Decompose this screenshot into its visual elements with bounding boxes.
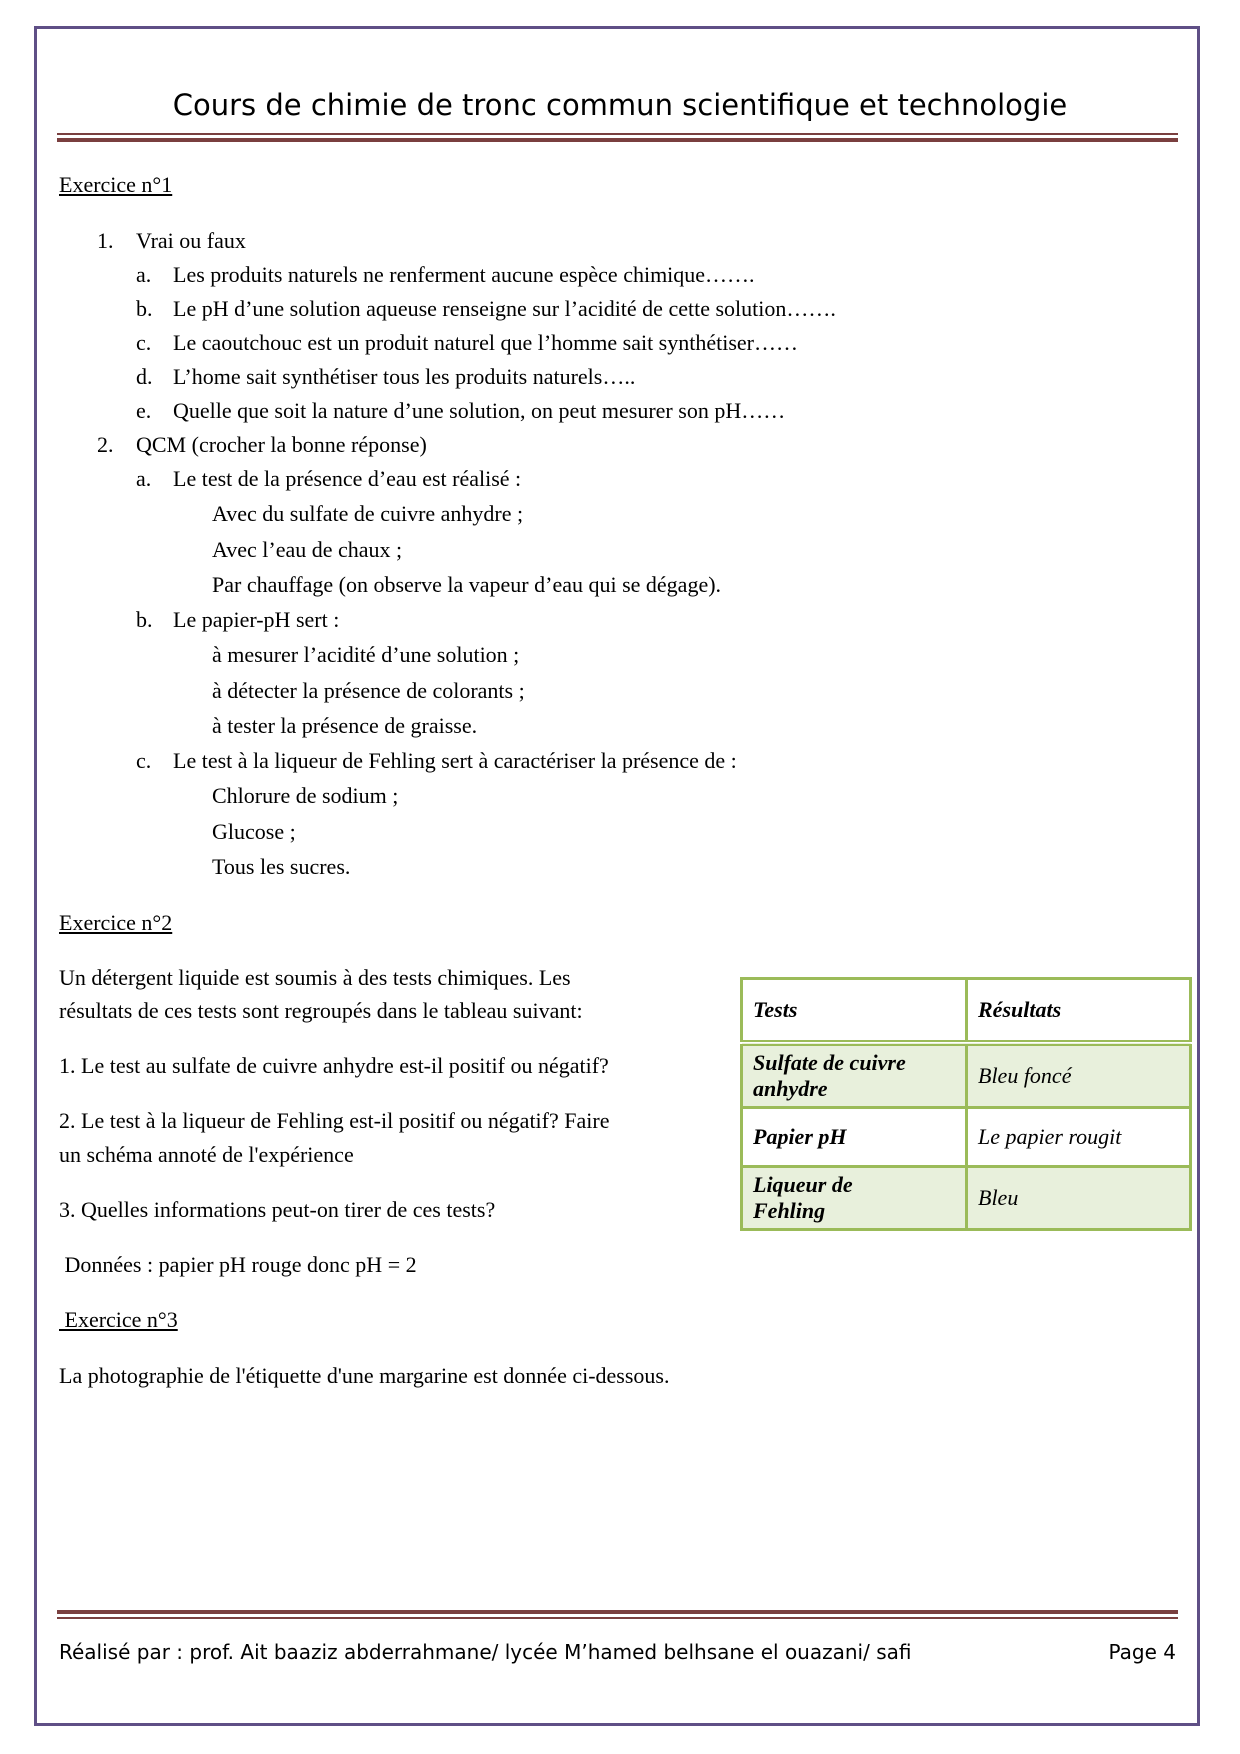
table-row xyxy=(742,1043,1191,1108)
q1-item-text: Les produits naturels ne renferment aucune espèce chimique……. xyxy=(173,262,755,287)
header-rule-thick xyxy=(57,138,1178,142)
qcm-option: Avec du sulfate de cuivre anhydre ; xyxy=(212,501,524,526)
table-cell-result: Bleu xyxy=(967,1167,1191,1230)
exercise-2-title: Exercice n°2 xyxy=(59,910,173,935)
cell-line: Liqueur de xyxy=(753,1172,853,1197)
question-2-label: QCM (crocher la bonne réponse) xyxy=(136,432,427,457)
footer-rule-thick xyxy=(57,1610,1178,1614)
cell-line: Sulfate de cuivre xyxy=(753,1050,906,1075)
exercise-2-question-3: 3. Quelles informations peut-on tirer de ces tests? xyxy=(59,1197,496,1222)
page-number: Page 4 xyxy=(1108,1640,1176,1664)
exercise-2-question-2: un schéma annoté de l'expérience xyxy=(59,1142,354,1167)
qcm-option: Avec l’eau de chaux ; xyxy=(212,537,403,562)
table-header-row xyxy=(742,979,1191,1044)
table-cell-test: Papier pH xyxy=(742,1108,967,1167)
qcm-option: Glucose ; xyxy=(212,819,296,844)
qcm-option: Chlorure de sodium ; xyxy=(212,783,399,808)
qcm-option: à détecter la présence de colorants ; xyxy=(212,678,525,703)
qcm-option: Par chauffage (on observe la vapeur d’eau qui se dégage). xyxy=(212,572,722,597)
exercise-2-question-1: 1. Le test au sulfate de cuivre anhydre est-il positif ou négatif? xyxy=(59,1053,609,1078)
question-1-label: Vrai ou faux xyxy=(136,228,246,253)
q1-item-letter: e. xyxy=(136,398,152,423)
footer-credit: Réalisé par : prof. Ait baaziz abderrahmane/ lycée M’hamed belhsane el ouazani/ safi xyxy=(59,1640,912,1664)
table-cell-test xyxy=(742,1043,967,1108)
footer-rule-thin xyxy=(57,1617,1178,1619)
q2-item-letter: a. xyxy=(136,466,152,491)
q1-item-letter: d. xyxy=(136,364,153,389)
q2-item-letter: c. xyxy=(136,748,152,773)
q1-item-text: Le caoutchouc est un produit naturel que l’homme sait synthétiser…… xyxy=(173,330,799,355)
q2-item-text: Le test à la liqueur de Fehling sert à caractériser la présence de : xyxy=(173,748,737,773)
page-title: Cours de chimie de tronc commun scientifique et technologie xyxy=(172,88,1068,122)
exercise-2-intro: résultats de ces tests sont regroupés dans le tableau suivant: xyxy=(59,998,583,1023)
qcm-option: Tous les sucres. xyxy=(212,854,351,879)
table-cell-result: Bleu foncé xyxy=(967,1043,1191,1108)
table-header-cell: Résultats xyxy=(967,979,1191,1044)
cell-line: anhydre xyxy=(753,1076,828,1101)
qcm-option: à tester la présence de graisse. xyxy=(212,713,478,738)
exercise-3-title: Exercice n°3 xyxy=(59,1307,178,1332)
qcm-option: à mesurer l’acidité d’une solution ; xyxy=(212,642,520,667)
table-row xyxy=(742,1167,1191,1230)
table-cell-test xyxy=(742,1167,967,1230)
question-2-number: 2. xyxy=(97,432,114,457)
table-cell-result: Le papier rougit xyxy=(967,1108,1191,1167)
header-rule-thin xyxy=(57,133,1178,135)
q2-item-text: Le test de la présence d’eau est réalisé : xyxy=(173,466,522,491)
results-table xyxy=(740,977,1192,1231)
table-header-cell: Tests xyxy=(742,979,967,1044)
q1-item-text: L’home sait synthétiser tous les produits naturels….. xyxy=(173,364,636,389)
q1-item-letter: c. xyxy=(136,330,152,355)
exercise-1-title: Exercice n°1 xyxy=(59,172,173,197)
q1-item-text: Le pH d’une solution aqueuse renseigne sur l’acidité de cette solution……. xyxy=(173,296,836,321)
table-row xyxy=(742,1108,1191,1167)
exercise-3-text: La photographie de l'étiquette d'une margarine est donnée ci-dessous. xyxy=(59,1363,670,1388)
q2-item-text: Le papier-pH sert : xyxy=(173,607,340,632)
q1-item-letter: a. xyxy=(136,262,152,287)
question-1-number: 1. xyxy=(97,228,114,253)
q2-item-letter: b. xyxy=(136,607,153,632)
exercise-2-question-2: 2. Le test à la liqueur de Fehling est-il positif ou négatif? Faire xyxy=(59,1108,610,1133)
q1-item-letter: b. xyxy=(136,296,153,321)
exercise-2-intro: Un détergent liquide est soumis à des tests chimiques. Les xyxy=(59,965,571,990)
q1-item-text: Quelle que soit la nature d’une solution, on peut mesurer son pH…… xyxy=(173,398,786,423)
cell-line: Fehling xyxy=(753,1198,826,1223)
exercise-2-data: Données : papier pH rouge donc pH = 2 xyxy=(59,1252,417,1277)
